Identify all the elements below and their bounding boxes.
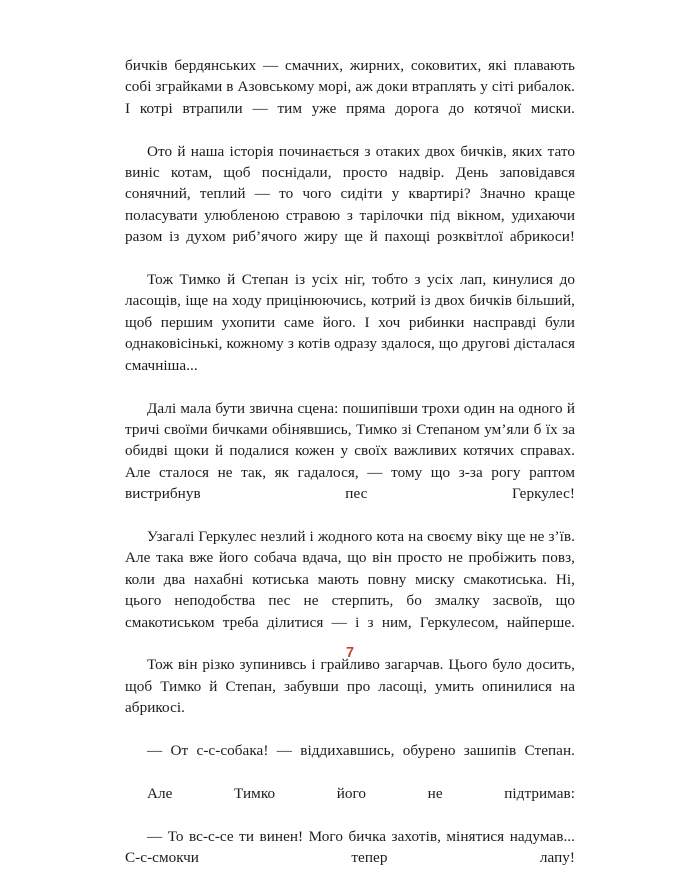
paragraph: Далі мала бути звична сцена: пошипівши трохи один на одного й тричі своїми бичками обінявшись, Тимко зі Степаном ум’яли б їх за обидві щоки й подалися кожен у своїх важливих котячих справах. Але сталося не так, як гадалося, — тому що з-за рогу раптом вистрибнув пес Геркулес!	[125, 399, 575, 503]
paragraph: Узагалі Геркулес незлий і жодного кота на своєму віку ще не з’їв. Але така вже його собача вдача, що він просто не пробіжить повз, коли два нахабні котиська мають повну миску смакотиська. Ні, цього неподобства пес не стерпить, бо змалку засвоїв, що смакотиськом треба ділитися — і з ним, Геркулесом, найперше.	[125, 527, 575, 631]
paragraph: Але Тимко його не підтримав:	[147, 784, 575, 802]
paragraph: Тож Тимко й Степан із усіх ніг, тобто з усіх лап, кинулися до ласощів, іще на ходу прицінюючись, котрий із двох бичків більший, щоб першим ухопити саме його. І хоч рибинки насправді були однаковісінькі, кожному з котів одразу здалося, що другові дісталася смачніша...	[125, 271, 575, 374]
page-text-block	[125, 55, 575, 890]
paragraph: Ото й наша історія починається з отаких двох бичків, яких тато виніс котам, щоб поснідали, просто надвір. День заповідався сонячний, теплий — то чого сидіти у квартирі? Значно краще поласувати улюбленою стравою з тарілочки під вікном, удихаючи разом із духом риб’ячого жиру ще й пахощі розквітлої абрикоси!	[125, 142, 575, 246]
paragraph: Тож він різко зупинивсь і грайливо загарчав. Цього було досить, щоб Тимко й Степан, забувши про ласощі, умить опинилися на абрикосі.	[125, 656, 575, 717]
page-number: 7	[345, 645, 355, 661]
paragraph-dialogue: — То вс-с-се ти винен! Мого бичка захотів, мінятися надумав... С-с-смокчи тепер лапу!	[125, 827, 575, 867]
paragraph: бичків бердянських — смачних, жирних, соковитих, які плавають собі зграйками в Азовському морі, аж доки втраплять у сіті рибалок. І котрі втрапили — тим уже пряма дорога до котячої миски.	[125, 57, 575, 117]
paragraph-dialogue: — От с-с-собака! — віддихавшись, обурено зашипів Степан.	[147, 742, 575, 759]
